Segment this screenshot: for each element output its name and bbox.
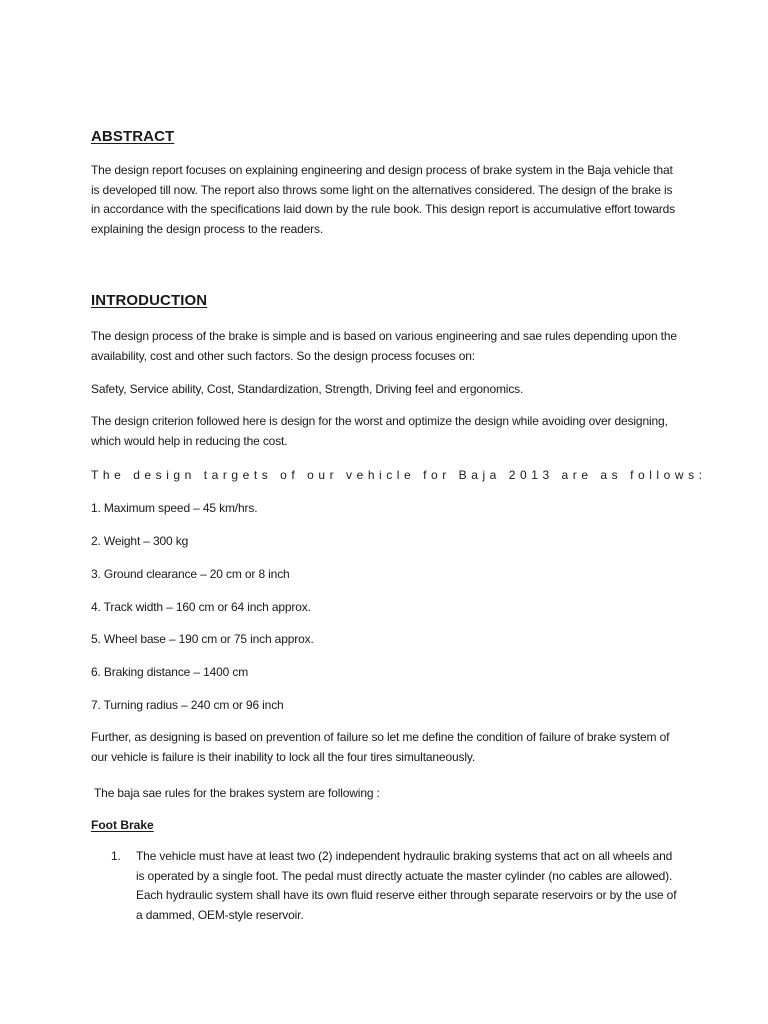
focus-list: Safety, Service ability, Cost, Standardization, Strength, Driving feel and ergonomics. bbox=[91, 382, 524, 396]
rules-intro: The baja sae rules for the brakes system are following : bbox=[94, 786, 380, 800]
foot-brake-rule-1 bbox=[111, 847, 681, 925]
target-item-4: 4. Track width – 160 cm or 64 inch approx. bbox=[91, 600, 311, 614]
target-item-3: 3. Ground clearance – 20 cm or 8 inch bbox=[91, 567, 290, 581]
foot-brake-heading: Foot Brake bbox=[91, 818, 154, 832]
abstract-paragraph: The design report focuses on explaining engineering and design process of brake system in the Baja vehicle that is developed till now. The report also throws some light on the alternatives considered. The design of the brake is in accordance with the specifications laid down by the rule book. This design report is accumulative effort towards explaining the design process to the readers. bbox=[91, 163, 675, 236]
target-item-5: 5. Wheel base – 190 cm or 75 inch approx. bbox=[91, 632, 314, 646]
abstract-heading: ABSTRACT bbox=[91, 128, 175, 145]
introduction-paragraph-1: The design process of the brake is simple and is based on various engineering and sae rules depending upon the availability, cost and other such factors. So the design process focuses on: bbox=[91, 329, 677, 363]
design-targets-intro: The design targets of our vehicle for Baja 2013 are as follows: bbox=[91, 468, 707, 482]
target-item-2: 2. Weight – 300 kg bbox=[91, 534, 189, 548]
rule-text: The vehicle must have at least two (2) independent hydraulic braking systems that act on all wheels and is operated by a single foot. The pedal must directly actuate the master cylinder (no cables are allowed). Each hydraulic system shall have its own fluid reserve either through separate reservoirs or by the use of a dammed, OEM-style reservoir. bbox=[136, 849, 677, 922]
introduction-paragraph-2: The design criterion followed here is design for the worst and optimize the design while avoiding over designing, which would help in reducing the cost. bbox=[91, 414, 668, 448]
introduction-paragraph-3: Further, as designing is based on prevention of failure so let me define the condition of failure of brake system of our vehicle is failure is their inability to lock all the four tires simultaneously. bbox=[91, 730, 670, 764]
target-item-6: 6. Braking distance – 1400 cm bbox=[91, 665, 249, 679]
target-item-1: 1. Maximum speed – 45 km/hrs. bbox=[91, 501, 258, 515]
rule-number: 1. bbox=[111, 849, 121, 863]
target-item-7: 7. Turning radius – 240 cm or 96 inch bbox=[91, 698, 284, 712]
introduction-heading: INTRODUCTION bbox=[91, 292, 208, 309]
